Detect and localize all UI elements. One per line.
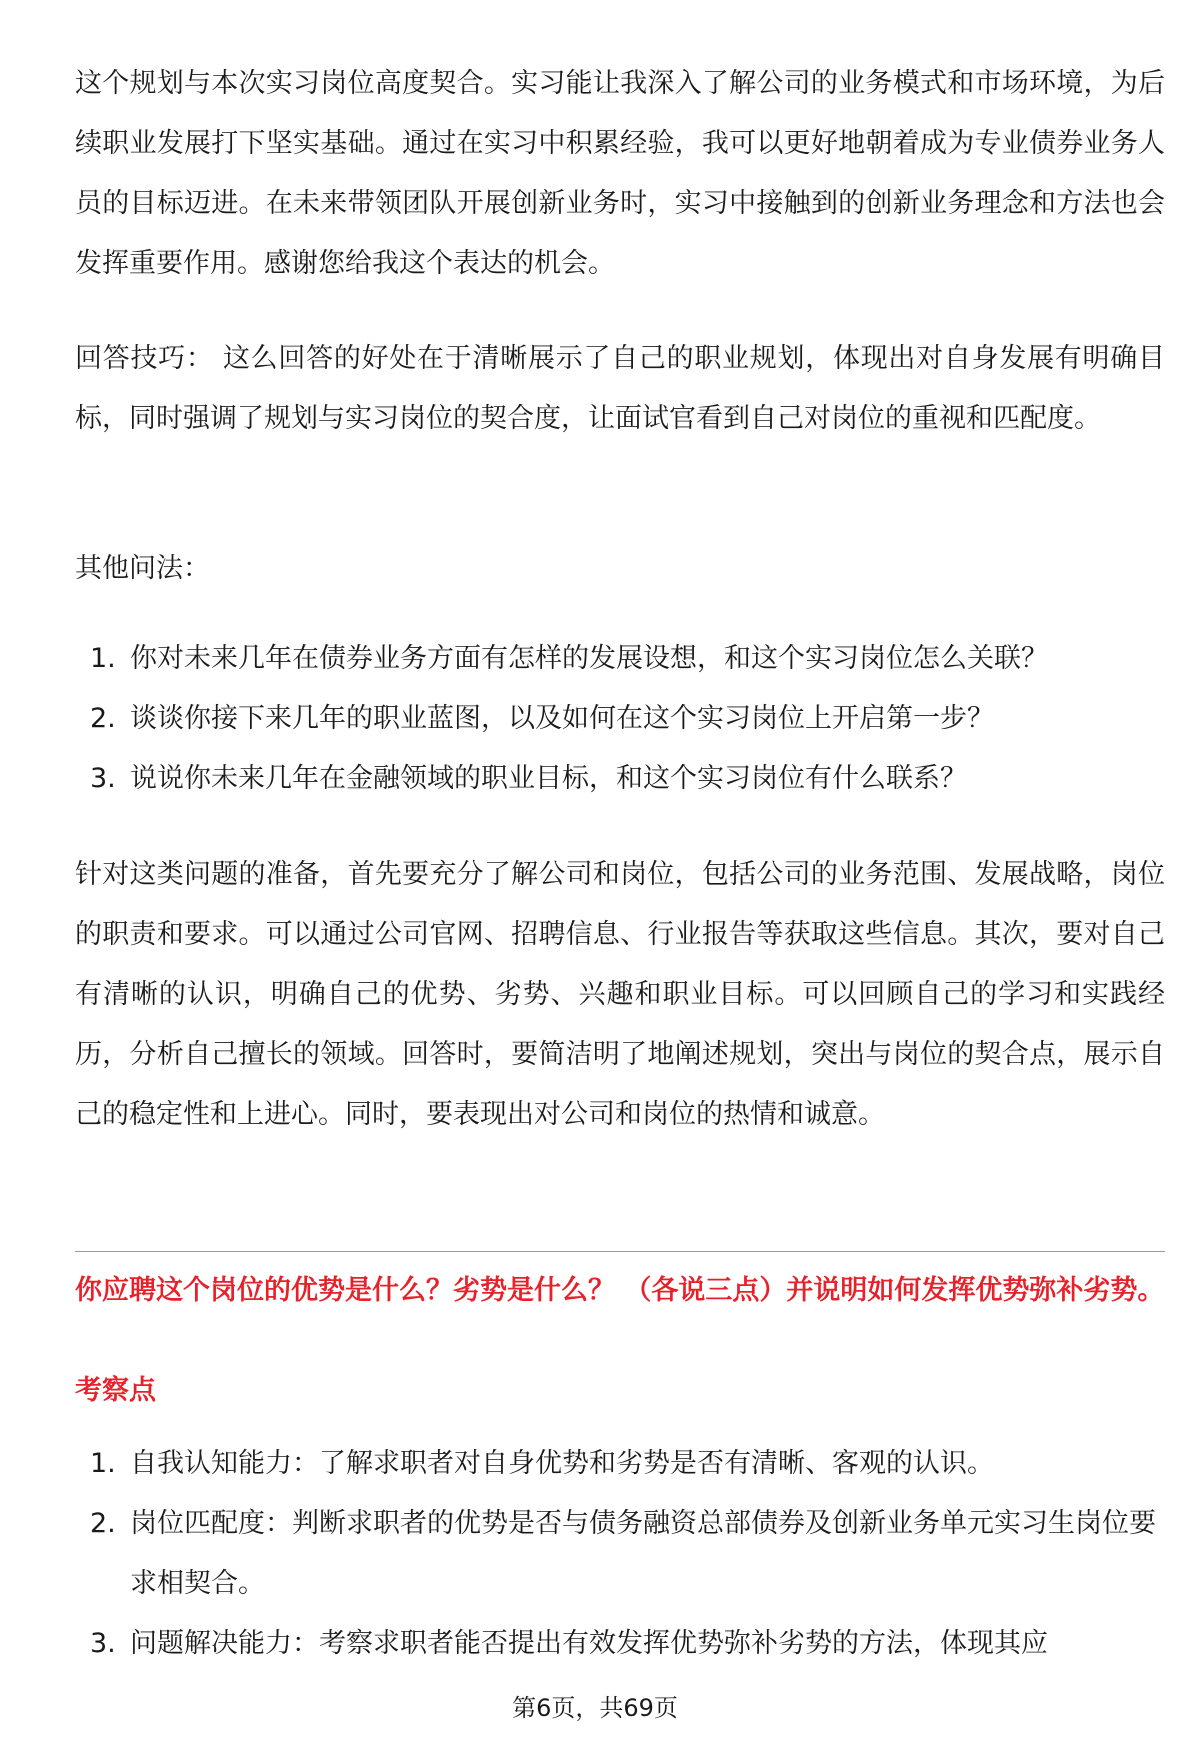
list-number: 2.	[90, 703, 116, 734]
list-number: 3.	[90, 1628, 116, 1659]
list-text: 问题解决能力：考察求职者能否提出有效发挥优势弥补劣势的方法，体现其应	[130, 1628, 1048, 1659]
exam-points-heading: 考察点	[75, 1375, 156, 1406]
list-text: 自我认知能力：了解求职者对自身优势和劣势是否有清晰、客观的认识。	[130, 1448, 994, 1479]
list-text: 岗位匹配度：判断求职者的优势是否与债务融资总部债券及创新业务单元实习生岗位要求相契合。	[130, 1508, 1156, 1599]
question-heading: 你应聘这个岗位的优势是什么？劣势是什么？ （各说三点）并说明如何发挥优势弥补劣势。	[75, 1275, 1165, 1306]
list-number: 1.	[90, 1448, 116, 1479]
paragraph-answer-tips: 回答技巧： 这么回答的好处在于清晰展示了自己的职业规划，体现出对自身发展有明确目标，同时强调了规划与实习岗位的契合度，让面试官看到自己对岗位的重视和匹配度。	[75, 343, 1165, 434]
exam-points-list	[75, 1434, 1165, 1674]
list-item	[75, 1494, 1165, 1614]
list-number: 1.	[90, 643, 116, 674]
list-text: 说说你未来几年在金融领域的职业目标，和这个实习岗位有什么联系？	[130, 763, 967, 794]
list-item	[75, 689, 1165, 749]
page-footer: 第6页，共69页	[512, 1694, 678, 1722]
list-text: 你对未来几年在债券业务方面有怎样的发展设想，和这个实习岗位怎么关联？	[130, 643, 1048, 674]
other-questions-list	[75, 629, 1165, 809]
list-number: 2.	[90, 1508, 116, 1539]
list-item	[75, 629, 1165, 689]
section-divider	[75, 1251, 1165, 1252]
list-number: 3.	[90, 763, 116, 794]
list-item	[75, 749, 1165, 809]
list-item	[75, 1434, 1165, 1494]
paragraph-other-questions-label: 其他问法：	[75, 553, 210, 584]
paragraph-plan-fit: 这个规划与本次实习岗位高度契合。实习能让我深入了解公司的业务模式和市场环境，为后续职业发展打下坚实基础。通过在实习中积累经验，我可以更好地朝着成为专业债券业务人员的目标迈进。在未来带领团队开展创新业务时，实习中接触到的创新业务理念和方法也会发挥重要作用。感谢您给我这个表达的机会。	[75, 68, 1165, 279]
list-text: 谈谈你接下来几年的职业蓝图，以及如何在这个实习岗位上开启第一步？	[130, 703, 994, 734]
list-item	[75, 1614, 1165, 1674]
paragraph-preparation: 针对这类问题的准备，首先要充分了解公司和岗位，包括公司的业务范围、发展战略，岗位的职责和要求。可以通过公司官网、招聘信息、行业报告等获取这些信息。其次，要对自己有清晰的认识，明确自己的优势、劣势、兴趣和职业目标。可以回顾自己的学习和实践经历，分析自己擅长的领域。回答时，要简洁明了地阐述规划，突出与岗位的契合点，展示自己的稳定性和上进心。同时，要表现出对公司和岗位的热情和诚意。	[75, 859, 1165, 1130]
